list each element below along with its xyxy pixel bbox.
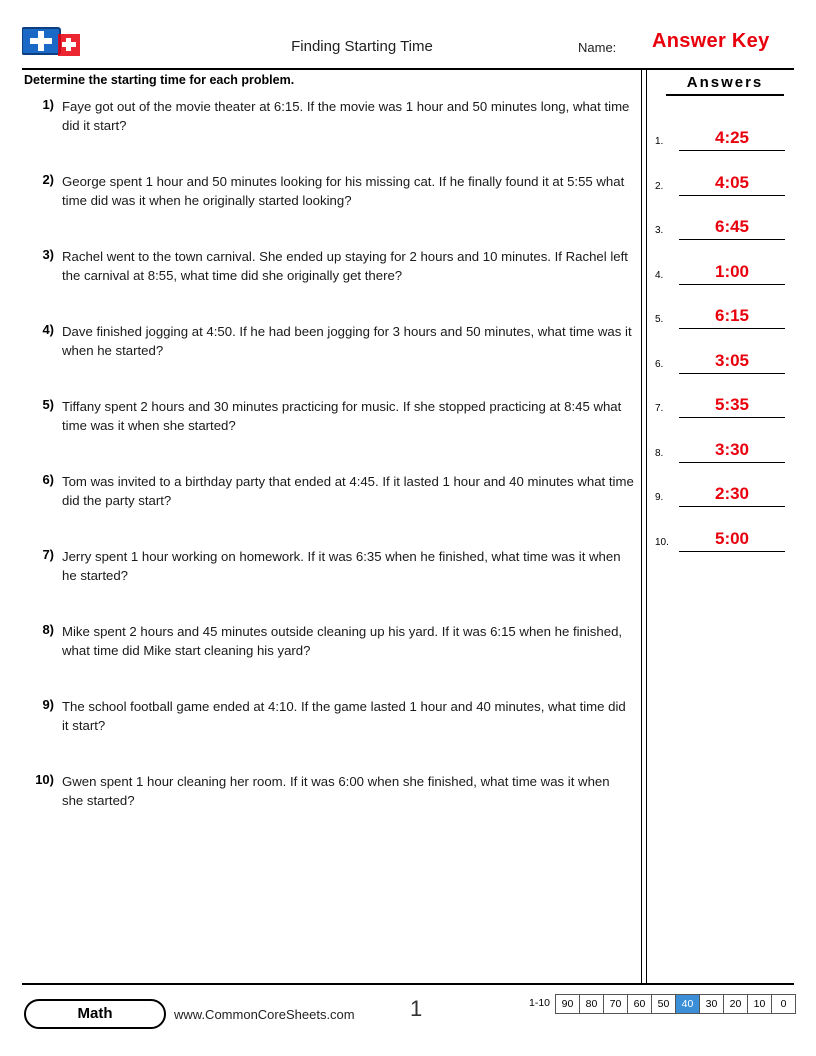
score-cell: 80 bbox=[579, 994, 603, 1014]
answer-number: 5. bbox=[655, 314, 664, 325]
answer-number: 1. bbox=[655, 136, 664, 147]
score-scale-label: 1-10 bbox=[529, 997, 551, 1009]
answers-panel bbox=[655, 68, 795, 552]
problem-text: Gwen spent 1 hour cleaning her room. If it was 6:00 when she finished, what time was it when she started? bbox=[62, 774, 610, 808]
column-divider bbox=[641, 68, 647, 983]
score-cell: 20 bbox=[723, 994, 747, 1014]
problem-text: Rachel went to the town carnival. She ended up staying for 2 hours and 10 minutes. If Rachel left the carnival at 8:55, what time did she originally get there? bbox=[62, 249, 628, 283]
problem-item bbox=[24, 772, 634, 847]
problem-number: 10) bbox=[35, 772, 54, 787]
problem-text: Tom was invited to a birthday party that ended at 4:45. If it lasted 1 hour and 40 minutes what time did the party start? bbox=[62, 474, 634, 508]
answer-number: 4. bbox=[655, 269, 664, 281]
answer-row bbox=[655, 285, 795, 330]
page-header bbox=[22, 26, 794, 68]
page-number: 1 bbox=[410, 996, 423, 1021]
subject-badge bbox=[24, 999, 166, 1029]
answer-number: 6. bbox=[655, 358, 664, 370]
problem-number: 2) bbox=[42, 172, 54, 187]
answer-number: 7. bbox=[655, 403, 664, 414]
answer-value: 1:00 bbox=[714, 261, 750, 281]
problem-text: George spent 1 hour and 50 minutes looking for his missing cat. If he finally found it at 5:55 what time did was it when he originally started looking? bbox=[62, 174, 625, 208]
instructions-text: Determine the starting time for each problem. bbox=[24, 73, 295, 87]
problem-item bbox=[24, 97, 634, 172]
score-cell: 50 bbox=[651, 994, 675, 1014]
score-cell: 30 bbox=[699, 994, 723, 1014]
problem-text: Jerry spent 1 hour working on homework. If it was 6:35 when he finished, what time was it when he started? bbox=[62, 549, 621, 583]
answer-number: 3. bbox=[655, 225, 664, 236]
score-cell-highlighted: 40 bbox=[675, 994, 699, 1014]
answer-row bbox=[655, 507, 795, 552]
problem-list bbox=[24, 97, 634, 847]
answer-row bbox=[655, 463, 795, 508]
answer-row bbox=[655, 418, 795, 463]
problem-number: 3) bbox=[42, 247, 54, 262]
answer-row bbox=[655, 374, 795, 419]
subject-label: Math bbox=[77, 1005, 113, 1022]
answer-value: 2:30 bbox=[714, 484, 750, 503]
name-label: Name: bbox=[578, 40, 617, 55]
answer-value: 6:15 bbox=[714, 306, 750, 325]
problem-number: 8) bbox=[42, 622, 54, 637]
score-cell: 70 bbox=[603, 994, 627, 1014]
problem-number: 9) bbox=[42, 697, 54, 712]
problem-item bbox=[24, 472, 634, 547]
problem-item bbox=[24, 172, 634, 247]
score-scale bbox=[529, 994, 796, 1014]
problem-number: 5) bbox=[42, 397, 54, 412]
problem-item bbox=[24, 547, 634, 622]
answer-row bbox=[655, 240, 795, 285]
problem-number: 6) bbox=[42, 472, 54, 487]
problem-text: Tiffany spent 2 hours and 30 minutes practicing for music. If she stopped practicing at 8:45 what time was it when she started? bbox=[62, 399, 622, 433]
answer-row bbox=[655, 151, 795, 196]
answers-title: Answers bbox=[666, 74, 784, 96]
problem-text: Faye got out of the movie theater at 6:15. If the movie was 1 hour and 50 minutes long, what time did it start? bbox=[62, 99, 630, 133]
page-title: Finding Starting Time bbox=[291, 38, 433, 55]
problem-number: 4) bbox=[42, 322, 54, 337]
answer-number: 9. bbox=[655, 492, 664, 503]
answer-number: 2. bbox=[655, 180, 664, 192]
problem-item bbox=[24, 622, 634, 697]
problem-number: 1) bbox=[42, 97, 54, 112]
answer-number: 8. bbox=[655, 447, 664, 459]
answer-value: 5:35 bbox=[714, 395, 750, 414]
problem-number: 7) bbox=[42, 547, 54, 562]
answer-key-badge: Answer Key bbox=[652, 30, 770, 52]
answer-value: 6:45 bbox=[714, 217, 750, 236]
answer-value: 3:05 bbox=[714, 350, 750, 370]
answer-row bbox=[655, 96, 795, 151]
answer-value: 4:05 bbox=[714, 172, 750, 192]
score-cell: 60 bbox=[627, 994, 651, 1014]
answer-value: 3:30 bbox=[714, 439, 750, 459]
answer-value: 4:25 bbox=[714, 128, 750, 147]
problem-item bbox=[24, 397, 634, 472]
website-url: www.CommonCoreSheets.com bbox=[174, 1007, 355, 1022]
score-cell: 0 bbox=[771, 994, 796, 1014]
problem-text: Dave finished jogging at 4:50. If he had been jogging for 3 hours and 50 minutes, what time was it when he started? bbox=[62, 324, 632, 358]
problem-text: Mike spent 2 hours and 45 minutes outside cleaning up his yard. If it was 6:15 when he finished, what time did Mike start cleaning his yard? bbox=[62, 624, 623, 658]
answer-number: 10. bbox=[655, 536, 669, 548]
problem-text: The school football game ended at 4:10. If the game lasted 1 hour and 40 minutes, what time did it start? bbox=[62, 699, 626, 733]
score-cell: 10 bbox=[747, 994, 771, 1014]
answer-value: 5:00 bbox=[714, 528, 750, 548]
answer-row bbox=[655, 329, 795, 374]
score-cell: 90 bbox=[555, 994, 579, 1014]
footer-divider bbox=[22, 983, 794, 985]
answer-row bbox=[655, 196, 795, 241]
commoncoresheets-logo-icon bbox=[22, 26, 86, 62]
problem-item bbox=[24, 697, 634, 772]
problem-item bbox=[24, 247, 634, 322]
problem-item bbox=[24, 322, 634, 397]
